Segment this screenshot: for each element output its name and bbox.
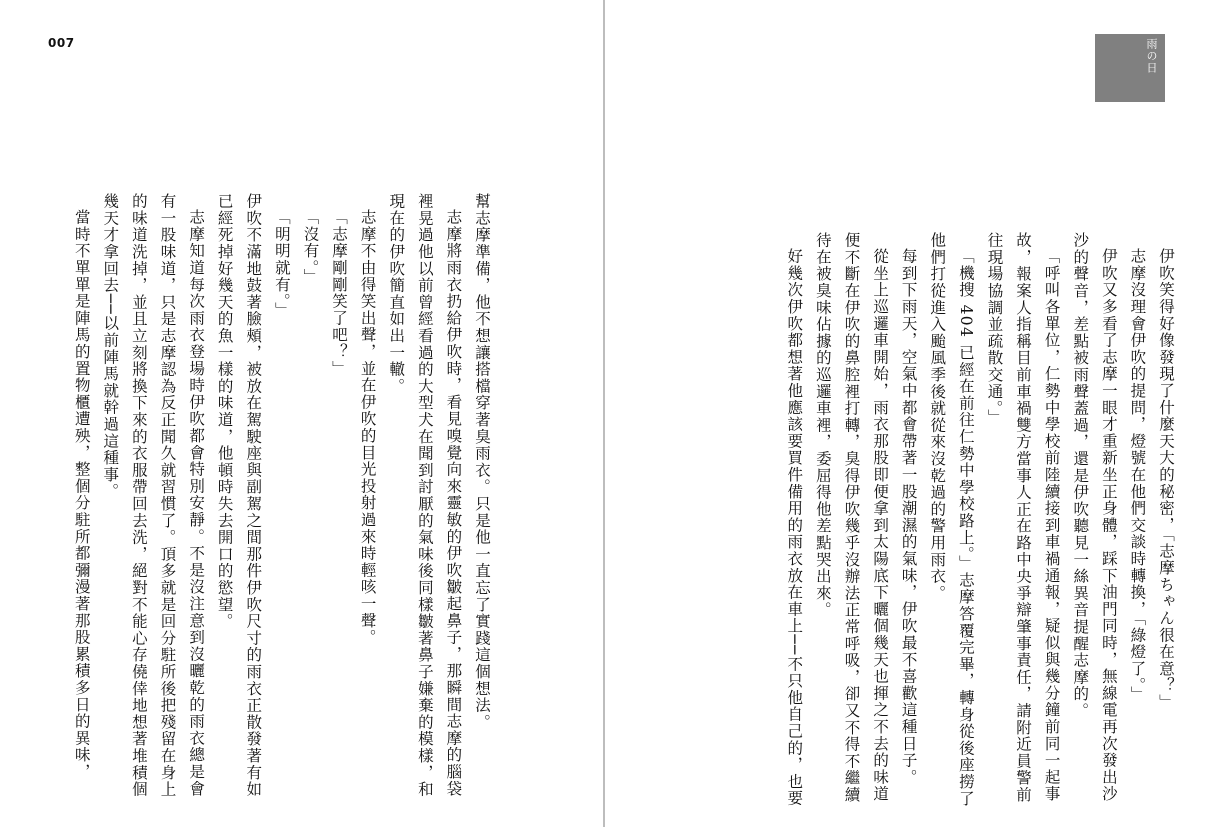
paragraph: 「沒有。」 xyxy=(301,208,320,285)
paragraph: 從坐上巡邏車開始，雨衣那股即便拿到太陽底下曬個幾天也揮之不去的味道便不斷在伊吹的鼻腔裡打轉，臭得伊吹幾乎沒辦法正常呼吸，卻又不得不繼續待在被臭味佔據的巡邏車裡，委屈得他差點哭出來。 xyxy=(813,232,890,804)
paragraph: 志摩不由得笑出聲，並在伊吹的目光投射過來時輕咳一聲。 xyxy=(358,208,377,646)
paragraph: 好幾次伊吹都想著他應該要買件備用的雨衣放在車上──不只他自己的，也要 xyxy=(785,247,804,807)
chapter-tab xyxy=(1095,34,1165,102)
right-page xyxy=(605,0,1205,827)
paragraph: 「明明就有。」 xyxy=(272,208,291,319)
left-page-body xyxy=(42,193,496,813)
chapter-label: 雨の日 xyxy=(1145,38,1158,74)
paragraph: 「志摩剛剛笑了吧？」 xyxy=(330,208,349,377)
paragraph: 志摩沒理會伊吹的提問，燈號在他們交談時轉換，「綠燈了。」 xyxy=(1128,247,1147,703)
paragraph: 伊吹笑得好像發現了什麼天大的秘密，「志摩ちゃん很在意？」 xyxy=(1157,247,1175,711)
right-page-body xyxy=(720,232,1180,812)
page-number: 007 xyxy=(48,36,75,50)
paragraph: 「機搜 404 已經在前往仁勢中學校路上。」志摩答覆完畢，轉身從後座撈了他們打從進入颱風季後就從來沒乾過的警用雨衣。 xyxy=(928,232,975,807)
paragraph: 伊吹不滿地鼓著臉頰，被放在駕駛座與副駕之間那件伊吹尺寸的雨衣正散發著有如已經死掉好幾天的魚一樣的味道，他頓時失去開口的慾望。 xyxy=(215,193,263,798)
paragraph: 「呼叫各單位，仁勢中學校前陸續接到車禍通報，疑似與幾分鐘前同一起事故，報案人指稱目前車禍雙方當事人正在路中央爭辯肇事責任，請附近員警前往現場協調並疏散交通。」 xyxy=(985,232,1061,804)
paragraph: 志摩知道每次雨衣登場時伊吹都會特別安靜。不是沒注意到沒曬乾的雨衣總是會有一股味道，只是志摩認為反正聞久就習慣了。頂多就是回分駐所後把殘留在身上的味道洗掉，並且立刻將換下來的衣服帶回去洗，絕對不能心存僥倖地想著堆積個幾天才拿回去──以前陣馬就幹過這種事。 xyxy=(101,193,206,798)
paragraph: 幫志摩準備，他不想讓搭檔穿著臭雨衣。只是他一直忘了實踐這個想法。 xyxy=(473,193,491,731)
paragraph: 伊吹又多看了志摩一眼才重新坐正身體，踩下油門同時，無線電再次發出沙沙的聲音，差點被雨聲蓋過，還是伊吹聽見一絲異音提醒志摩的。 xyxy=(1071,232,1118,802)
paragraph: 當時不單單是陣馬的置物櫃遭殃，整個分駐所都彌漫著那股累積多日的異味， xyxy=(72,208,91,780)
paragraph: 志摩將雨衣扔給伊吹時，看見嗅覺向來靈敏的伊吹皺起鼻子，那瞬間志摩的腦袋裡晃過他以前曾經看過的大型犬在聞到討厭的氣味後同樣皺著鼻子嫌棄的模樣，和現在的伊吹簡直如出一轍。 xyxy=(387,193,463,798)
paragraph: 每到下雨天，空氣中都會帶著一股潮濕的氣味，伊吹最不喜歡這種日子。 xyxy=(899,247,918,786)
